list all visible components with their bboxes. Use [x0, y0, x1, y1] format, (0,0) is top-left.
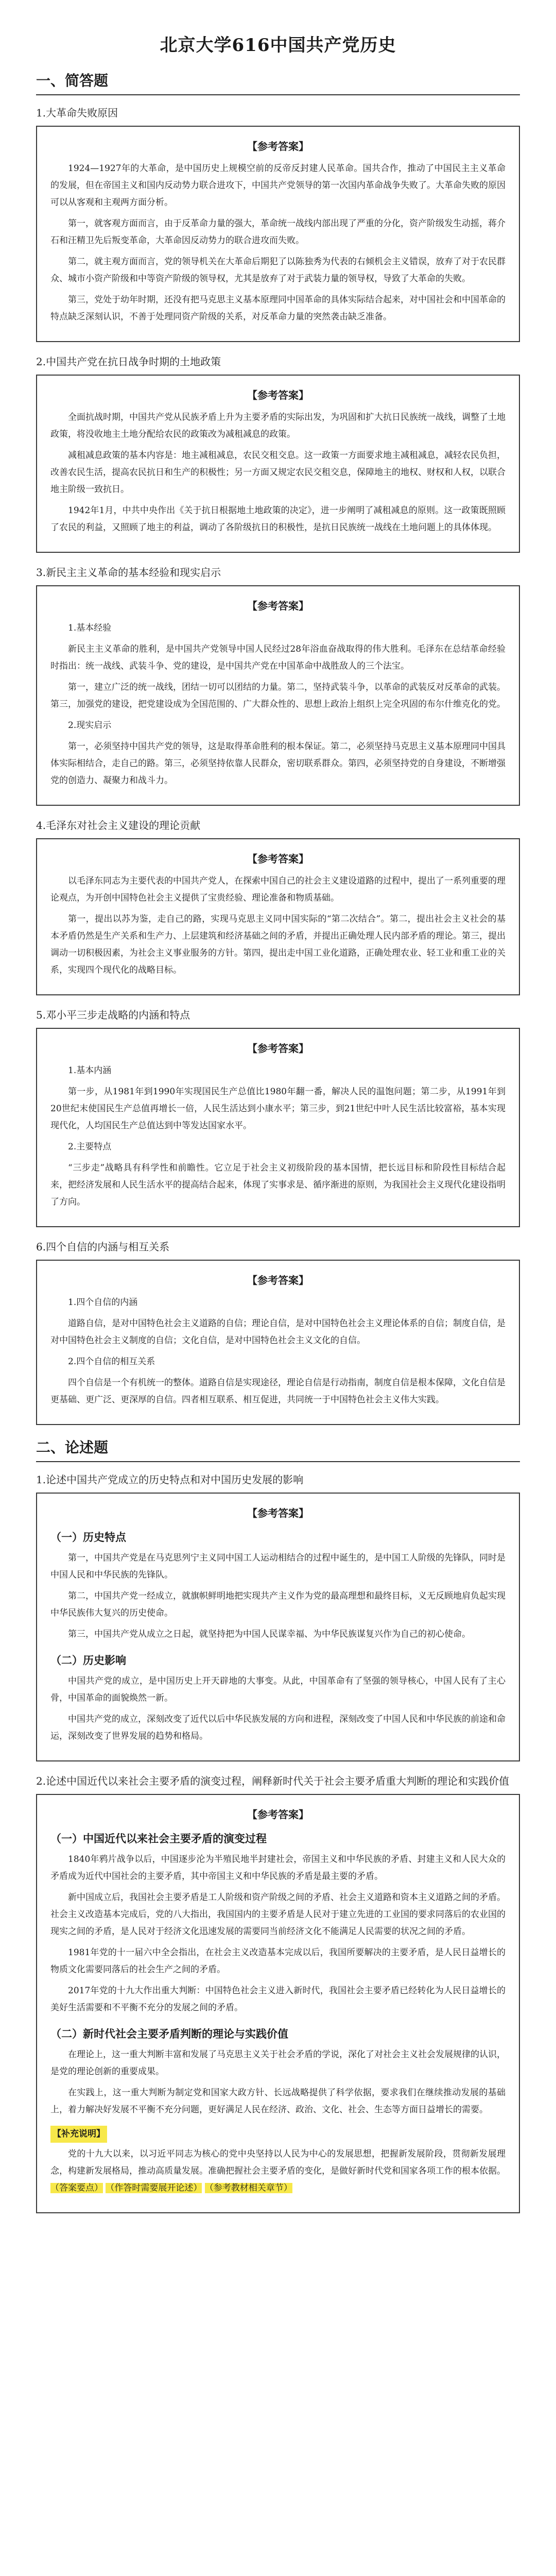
answer-subheading: 2.四个自信的相互关系 — [68, 1357, 155, 1367]
question-title: 3.新民主主义革命的基本经验和现实启示 — [36, 566, 221, 579]
document-title: 北京大学616中国共产党历史 — [160, 35, 396, 56]
answer-section-heading: （一）中国近代以来社会主要矛盾的演变过程 — [50, 1832, 267, 1845]
answer-paragraph — [50, 2146, 506, 2197]
answer-box — [36, 1493, 520, 1761]
answer-paragraph: 第三，中国共产党从成立之日起，就坚持把为中国人民谋幸福、为中华民族谋复兴作为自己的初心使命。 — [68, 1629, 471, 1639]
answer-paragraph: 1942年1月，中共中央作出《关于抗日根据地土地政策的决定》，进一步阐明了减租减息的原则。这一政策既照顾了农民的利益，又照顾了地主的利益，调动了各阶级抗日的积极性，是抗日民族统一战线在土地问题上的具体体现。 — [50, 505, 506, 533]
highlighted-label: 【补充说明】 — [50, 2126, 107, 2143]
answer-paragraph: 全面抗战时期，中国共产党从民族矛盾上升为主要矛盾的实际出发，为巩固和扩大抗日民族统一战线，调整了土地政策，将没收地主土地分配给农民的政策改为减租减息的政策。 — [50, 412, 506, 439]
answer-box — [36, 838, 520, 995]
answer-label: 【参考答案】 — [247, 140, 309, 152]
answer-subheading: 1.基本内涵 — [68, 1065, 112, 1076]
answer-label: 【参考答案】 — [247, 1042, 309, 1055]
answer-paragraph: 以毛泽东同志为主要代表的中国共产党人，在探索中国自己的社会主义建设道路的过程中，提出了一系列重要的理论观点，为开创中国特色社会主义提供了宝贵经验、理论准备和物质基础。 — [50, 876, 506, 903]
answer-box — [36, 585, 520, 806]
section-divider — [36, 94, 520, 95]
answer-subheading: 2.现实启示 — [68, 720, 112, 731]
answer-paragraph: 第一，提出以苏为鉴，走自己的路，实现马克思主义同中国实际的“第二次结合”。第二，提出社会主义社会的基本矛盾仍然是生产关系和生产力、上层建筑和经济基础之间的矛盾，并提出正确处理人民内部矛盾的理论。第三，提出调动一切积极因素，为社会主义事业服务的方针。第四，提出走中国工业化道路，正确处理农业、轻工业和重工业的关系，实现四个现代化的战略目标。 — [50, 914, 506, 975]
answer-label: 【参考答案】 — [247, 389, 309, 401]
answer-paragraph: 1924—1927年的大革命，是中国历史上规模空前的反帝反封建人民革命。国共合作，推动了中国民主主义革命的发展，但在帝国主义和国内反动势力联合进攻下，中国共产党领导的第一次国内革命战争失败了。大革命失败的原因可以从客观和主观两方面分析。 — [50, 163, 506, 208]
answer-label: 【参考答案】 — [247, 1274, 309, 1286]
answer-text — [50, 1062, 506, 1211]
answer-paragraph: 第二，中国共产党一经成立，就旗帜鲜明地把实现共产主义作为党的最高理想和最终目标，义无反顾地肩负起实现中华民族伟大复兴的历史使命。 — [50, 1591, 506, 1618]
answer-paragraph: 1981年党的十一届六中全会指出，在社会主义改造基本完成以后，我国所要解决的主要矛盾，是人民日益增长的物质文化需要同落后的社会生产之间的矛盾。 — [50, 1947, 506, 1975]
answer-subheading: 1.四个自信的内涵 — [68, 1297, 138, 1308]
answer-section-heading: （二）新时代社会主要矛盾判断的理论与实践价值 — [50, 2027, 288, 2040]
answer-paragraph: 第二，就主观方面而言，党的领导机关在大革命后期犯了以陈独秀为代表的右倾机会主义错误，放弃了对于农民群众、城市小资产阶级和中等资产阶级的领导权，尤其是放弃了对于武装力量的领导权，导致了大革命的失败。 — [50, 257, 506, 284]
highlighted-note: （参考教材相关章节） — [204, 2183, 292, 2193]
answer-paragraph-text: 党的十九大以来，以习近平同志为核心的党中央坚持以人民为中心的发展思想，把握新发展阶段，贯彻新发展理念，构建新发展格局，推动高质量发展。准确把握社会主要矛盾的变化，是做好新时代党和国家各项工作的根本依据。 — [50, 2149, 506, 2176]
answer-text — [50, 1294, 506, 1409]
answer-text — [50, 1550, 506, 1643]
answer-section-heading: （二）历史影响 — [50, 1654, 126, 1667]
answer-text — [50, 2046, 506, 2197]
answer-paragraph: 第一，中国共产党是在马克思列宁主义同中国工人运动相结合的过程中诞生的，是中国工人阶级的先锋队，同时是中国人民和中华民族的先锋队。 — [50, 1553, 506, 1580]
answer-box — [36, 1794, 520, 2213]
answer-paragraph: 在理论上，这一重大判断丰富和发展了马克思主义关于社会矛盾的学说，深化了对社会主义社会发展规律的认识，是党的理论创新的重要成果。 — [50, 2049, 506, 2077]
answer-paragraph: 第一，建立广泛的统一战线，团结一切可以团结的力量。第二，坚持武装斗争，以革命的武装反对反革命的武装。第三，加强党的建设，把党建设成为全国范围的、广大群众性的、思想上政治上组织上完全巩固的布尔什维克化的党。 — [50, 682, 506, 709]
answer-text — [50, 873, 506, 979]
answer-text — [50, 620, 506, 789]
answer-subheading: 1.基本经验 — [68, 623, 112, 633]
answer-paragraph: 新中国成立后，我国社会主要矛盾是工人阶级和资产阶级之间的矛盾、社会主义道路和资本主义道路之间的矛盾。社会主义改造基本完成后，党的八大指出，我国国内的主要矛盾是人民对于建立先进的工业国的要求同落后的农业国的现实之间的矛盾，是人民对于经济文化迅速发展的需要同当前经济文化不能满足人民需要的状况之间的矛盾。 — [50, 1892, 506, 1937]
answer-paragraph: 新民主主义革命的胜利，是中国共产党领导中国人民经过28年浴血奋战取得的伟大胜利。毛泽东在总结革命经验时指出：统一战线、武装斗争、党的建设，是中国共产党在中国革命中战胜敌人的三个法宝。 — [50, 644, 506, 671]
answer-section-heading: （一）历史特点 — [50, 1531, 126, 1544]
answer-text — [50, 160, 506, 326]
answer-paragraph: 2017年党的十九大作出重大判断：中国特色社会主义进入新时代，我国社会主要矛盾已经转化为人民日益增长的美好生活需要和不平衡不充分的发展之间的矛盾。 — [50, 1986, 506, 2013]
question-title: 1.大革命失败原因 — [36, 107, 118, 119]
answer-text — [50, 409, 506, 536]
question-title: 2.论述中国近代以来社会主要矛盾的演变过程，阐释新时代关于社会主要矛盾重大判断的理论和实践价值 — [36, 1775, 510, 1787]
question-title: 2.中国共产党在抗日战争时期的土地政策 — [36, 355, 221, 368]
answer-box — [36, 1028, 520, 1227]
answer-box — [36, 126, 520, 342]
question-title: 1.论述中国共产党成立的历史特点和对中国历史发展的影响 — [36, 1473, 304, 1486]
answer-paragraph: 第一，就客观方面而言，由于反革命力量的强大，革命统一战线内部出现了严重的分化，资产阶级发生动摇，蒋介石和汪精卫先后叛变革命，大革命因反动势力的联合进攻而失败。 — [50, 218, 506, 246]
section-divider — [36, 1461, 520, 1462]
answer-box — [36, 1260, 520, 1425]
answer-paragraph: 道路自信，是对中国特色社会主义道路的自信；理论自信，是对中国特色社会主义理论体系的自信；制度自信，是对中国特色社会主义制度的自信；文化自信，是对中国特色社会主义文化的自信。 — [50, 1318, 506, 1346]
answer-paragraph: 1840年鸦片战争以后，中国逐步沦为半殖民地半封建社会，帝国主义和中华民族的矛盾、封建主义和人民大众的矛盾成为近代中国社会的主要矛盾，其中帝国主义和中华民族的矛盾是最主要的矛盾。 — [50, 1854, 506, 1882]
answer-text — [50, 1851, 506, 2016]
question-title: 6.四个自信的内涵与相互关系 — [36, 1241, 170, 1253]
answer-paragraph: 减租减息政策的基本内容是：地主减租减息，农民交租交息。这一政策一方面要求地主减租减息，减轻农民负担，改善农民生活，提高农民抗日和生产的积极性；另一方面又规定农民交租交息，保障地主的地权、财权和人权，以联合地主阶级一致抗日。 — [50, 450, 506, 495]
answer-label: 【参考答案】 — [247, 600, 309, 612]
answer-label: 【参考答案】 — [247, 1808, 309, 1821]
answer-subheading: 2.主要特点 — [68, 1142, 112, 1152]
section-heading-short-answer: 一、简答题 — [36, 72, 109, 89]
answer-box — [36, 375, 520, 553]
answer-paragraph: 第一，必须坚持中国共产党的领导，这是取得革命胜利的根本保证。第二，必须坚持马克思主义基本原理同中国具体实际相结合，走自己的路。第三，必须坚持依靠人民群众，密切联系群众。第四，必须坚持党的自身建设，不断增强党的创造力、凝聚力和战斗力。 — [50, 741, 506, 786]
answer-text — [50, 1673, 506, 1745]
question-title: 5.邓小平三步走战略的内涵和特点 — [36, 1009, 190, 1021]
answer-label: 【参考答案】 — [247, 1507, 309, 1519]
question-title: 4.毛泽东对社会主义建设的理论贡献 — [36, 819, 201, 832]
answer-paragraph: 中国共产党的成立，是中国历史上开天辟地的大事变。从此，中国革命有了坚强的领导核心，中国人民有了主心骨，中国革命的面貌焕然一新。 — [50, 1676, 506, 1703]
answer-paragraph: 四个自信是一个有机统一的整体。道路自信是实现途径，理论自信是行动指南，制度自信是根本保障，文化自信是更基础、更广泛、更深厚的自信。四者相互联系、相互促进，共同统一于中国特色社会主义伟大实践。 — [50, 1378, 506, 1405]
answer-label: 【参考答案】 — [247, 853, 309, 865]
answer-paragraph: 中国共产党的成立，深刻改变了近代以后中华民族发展的方向和进程，深刻改变了中国人民和中华民族的前途和命运，深刻改变了世界发展的趋势和格局。 — [50, 1714, 506, 1741]
highlighted-note: （答案要点） — [50, 2183, 103, 2193]
answer-paragraph: 第三，党处于幼年时期，还没有把马克思主义基本原理同中国革命的具体实际结合起来，对中国社会和中国革命的特点缺乏深刻认识，不善于处理同资产阶级的关系，对反革命力量的突然袭击缺乏准备。 — [50, 295, 506, 322]
answer-paragraph: 第一步，从1981年到1990年实现国民生产总值比1980年翻一番，解决人民的温饱问题；第二步，从1991年到20世纪末使国民生产总值再增长一倍，人民生活达到小康水平；第三步，到21世纪中叶人民生活比较富裕，基本实现现代化，人均国民生产总值达到中等发达国家水平。 — [50, 1087, 506, 1131]
highlighted-note: （作答时需要展开论述） — [106, 2183, 202, 2193]
section-heading-essay: 二、论述题 — [36, 1439, 109, 1456]
answer-paragraph: “三步走”战略具有科学性和前瞻性。它立足于社会主义初级阶段的基本国情，把长远目标和阶段性目标结合起来，把经济发展和人民生活水平的提高结合起来，体现了实事求是、循序渐进的原则，为我国社会主义现代化建设指明了方向。 — [50, 1163, 506, 1207]
answer-paragraph: 在实践上，这一重大判断为制定党和国家大政方针、长远战略提供了科学依据，要求我们在继续推动发展的基础上，着力解决好发展不平衡不充分问题，更好满足人民在经济、政治、文化、社会、生态等方面日益增长的需要。 — [50, 2088, 506, 2115]
